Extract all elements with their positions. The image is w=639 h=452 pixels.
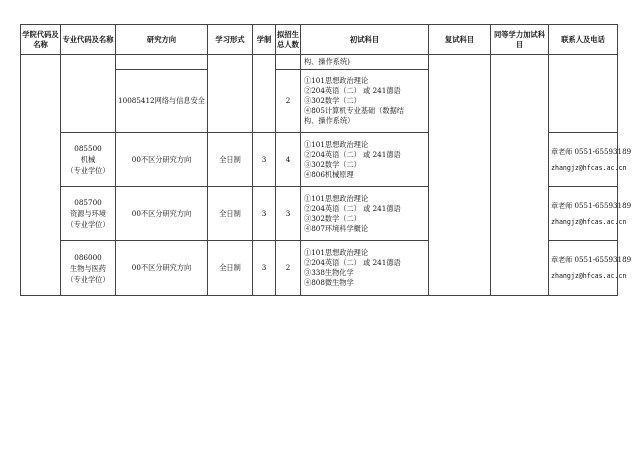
count-cell: 3 (276, 187, 301, 241)
school-cell (21, 55, 61, 296)
table-row-continued (21, 55, 618, 70)
header-study-mode: 学习形式 (208, 25, 253, 55)
exam-cell: ①101思想政治理论 ②204英语（二） 或 241德语 ③338生物化学 ④808微生物学 (301, 241, 429, 296)
header-retest: 复试科目 (429, 25, 491, 55)
header-equiv-exam: 同等学力加试科目 (491, 25, 549, 55)
equiv-exam-cell (491, 55, 549, 296)
major-cell: 086000 生物与医药 （专业学位） (61, 241, 116, 296)
header-enrollment: 拟招生总人数 (276, 25, 301, 55)
count-cell: 2 (276, 241, 301, 296)
major-cell: 085700 资源与环境 （专业学位） (61, 187, 116, 241)
exam-cell: ①101思想政治理论 ②204英语（二） 或 241德语 ③302数学（二） ④805计算机专业基础（数据结 构、操作系统） (301, 70, 429, 133)
retest-cell (429, 55, 491, 296)
count-cell (276, 55, 301, 70)
contact-cell: 章老师 0551-65593189 zhangjz@hfcas.ac.cn (549, 187, 618, 241)
direction-cell: 00不区分研究方向 (116, 187, 208, 241)
contact-cell (549, 55, 618, 133)
header-duration: 学制 (253, 25, 276, 55)
mode-cell: 全日制 (208, 241, 253, 296)
direction-cell: 00不区分研究方向 (116, 241, 208, 296)
header-school: 学院代码及名称 (21, 25, 61, 55)
exam-cell: ①101思想政治理论 ②204英语（二） 或 241德语 ③302数学（二） ④807环境科学概论 (301, 187, 429, 241)
count-cell: 2 (276, 70, 301, 133)
exam-cell: 构、操作系统) (301, 55, 429, 70)
major-cell (61, 55, 116, 133)
direction-cell: 00不区分研究方向 (116, 133, 208, 187)
admissions-table (20, 24, 632, 296)
header-contact: 联系人及电话 (549, 25, 618, 55)
exam-cell: ①101思想政治理论 ②204英语（二） 或 241德语 ③302数学（二） ④806机械原理 (301, 133, 429, 187)
duration-cell: 3 (253, 133, 276, 187)
header-initial-exam: 初试科目 (301, 25, 429, 55)
mode-cell: 全日制 (208, 187, 253, 241)
mode-cell (208, 55, 253, 133)
contact-cell: 章老师 0551-65593189 zhangjz@hfcas.ac.cn (549, 133, 618, 187)
mode-cell: 全日制 (208, 133, 253, 187)
count-cell: 4 (276, 133, 301, 187)
major-cell: 085500 机械 （专业学位） (61, 133, 116, 187)
duration-cell: 3 (253, 187, 276, 241)
header-major: 专业代码及名称 (61, 25, 116, 55)
direction-cell (116, 55, 208, 70)
contact-cell: 章老师 0551-65593189 zhangjz@hfcas.ac.cn (549, 241, 618, 296)
duration-cell (253, 55, 276, 133)
header-direction: 研究方向 (116, 25, 208, 55)
duration-cell: 3 (253, 241, 276, 296)
direction-cell: 10085412网络与信息安全 (116, 70, 208, 133)
header-row (21, 25, 618, 55)
